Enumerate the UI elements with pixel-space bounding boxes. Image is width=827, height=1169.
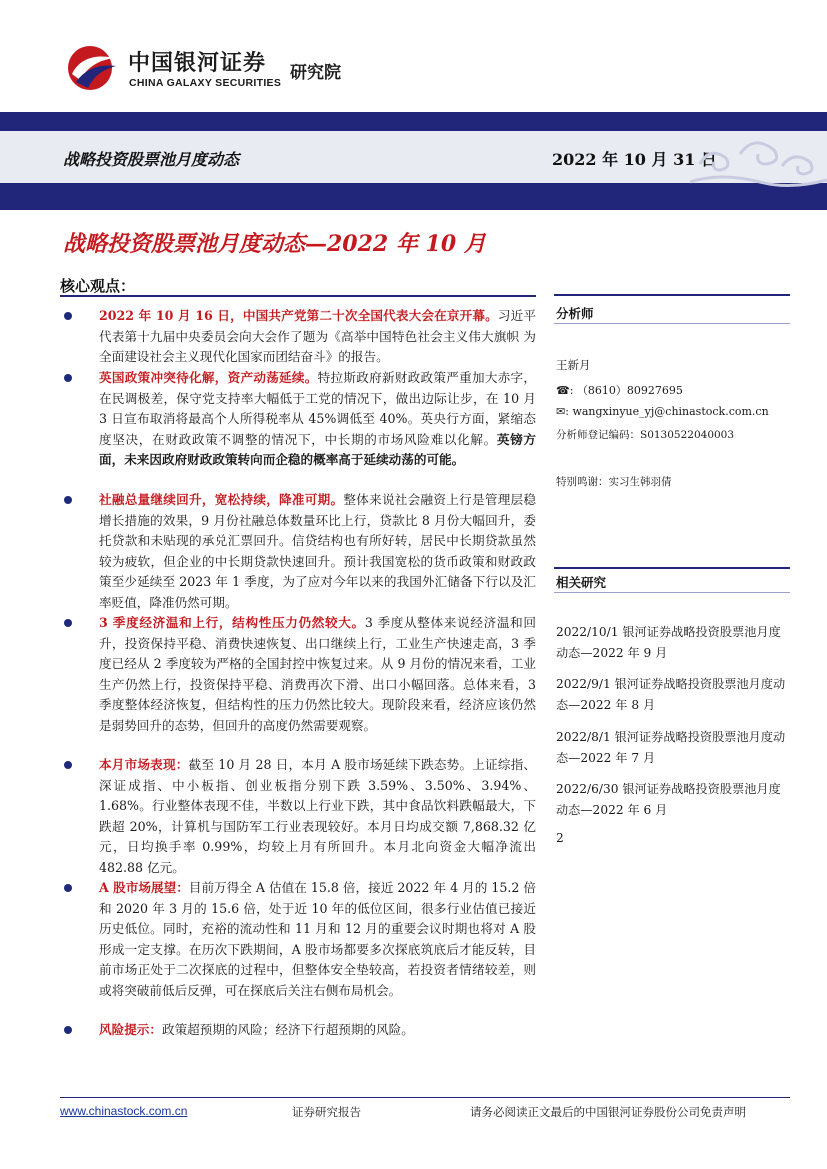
banner-title: 战略投资股票池月度动态 <box>63 150 240 169</box>
bullet-dot-icon <box>64 312 72 320</box>
email-row <box>556 405 769 418</box>
bullet-lead: 社融总量继续回升，宽松持续，降准可期。 <box>99 492 344 507</box>
institute-label: 研究院 <box>290 63 341 83</box>
bullet-body: 截至 10 月 28 日，本月 A 股市场延续下跌态势。上证综指、深证成指、中小板指、创业板指分别下跌 3.59%、3.50%、3.94%、1.68%。行业整体表现不佳，半数以上行业下跌，其中食品饮料跌幅最大，下跌超 20%，计算机与国防军工行业表现较好。本月日均成交额 7,868.32 亿元，日均换手率 0.99%，均较上月有所回升。本月北向资金大幅净流出 482.88 亿元。 <box>99 757 537 875</box>
analyst-subdivider <box>554 323 790 324</box>
analyst-heading: 分析师 <box>556 306 594 321</box>
bullet-dot-icon <box>64 884 72 892</box>
bullet-body: 习近平代表第十九届中央委员会向大会作了题为《高举中国特色社会主义伟大旗帜 为全面建设社会主义现代化国家而团结奋斗》的报告。 <box>99 308 537 364</box>
logo-english-name: CHINA GALAXY SECURITIES <box>129 77 282 89</box>
bullet-dot-icon <box>64 496 72 504</box>
bullet-lead: 本月市场表现： <box>99 757 189 772</box>
phone-number: （8610）80927695 <box>576 384 683 397</box>
bullet-dot-icon <box>64 1026 72 1034</box>
bullet-item <box>60 1020 536 1041</box>
report-banner <box>0 112 827 210</box>
bullet-item <box>60 878 536 1001</box>
bullet-dot-icon <box>64 761 72 769</box>
bullet-body: 整体来说社会融资上行是管理层稳增长措施的效果，9 月份社融总体数量环比上行，贷款比 8 月份大幅回升，委托贷款和未贴现的承兑汇票回升。信贷结构也有所好转，居民中长期贷款虽然较为疲软，但企业的中长期贷款快速回升。预计我国宽松的货币政策和财政政策至少延续至 2023 年 1 季度，为了应对今年以来的我国外汇储备下行以及汇率贬值，降准仍然可期。 <box>99 492 537 610</box>
core-views-heading: 核心观点： <box>60 277 136 295</box>
bullet-item <box>60 755 536 878</box>
footer-report-type: 证券研究报告 <box>292 1105 361 1119</box>
bullet-dot-icon <box>64 619 72 627</box>
analyst-divider <box>554 294 790 296</box>
phone-row <box>556 382 683 398</box>
email-icon: ✉: <box>556 405 569 418</box>
related-report-link[interactable]: 2022/6/30 银河证券战略投资股票池月度动态—2022 年 6 月 <box>556 782 781 817</box>
core-divider <box>60 295 536 297</box>
cloud-pattern-icon <box>690 124 827 194</box>
footer-disclaimer: 请务必阅读正文最后的中国银河证券股份公司免责声明 <box>470 1105 746 1119</box>
related-report-link[interactable]: 2022/10/1 银河证券战略投资股票池月度动态—2022 年 9 月 <box>556 625 781 660</box>
report-date: 2022 年 10 月 31 日 <box>552 150 717 169</box>
bullet-lead: 风险提示： <box>99 1022 162 1037</box>
bullet-lead: 3 季度经济温和上行，结构性压力仍然较大。 <box>99 615 365 630</box>
bullet-item <box>60 613 536 736</box>
galaxy-logo-icon <box>66 44 118 92</box>
related-report-link[interactable]: 2022/9/1 银河证券战略投资股票池月度动态—2022 年 8 月 <box>556 677 786 712</box>
page-number: 2 <box>556 831 564 845</box>
related-divider <box>554 567 790 569</box>
analyst-cert: 分析师登记编码：S0130522040003 <box>556 429 735 441</box>
bullet-dot-icon <box>64 374 72 382</box>
bullet-item <box>60 368 536 471</box>
footer-website-link[interactable]: www.chinastock.com.cn <box>60 1104 188 1118</box>
bullet-lead: 英国政策冲突待化解，资产动荡延续。 <box>99 370 318 385</box>
phone-icon: ☎: <box>556 384 574 397</box>
bullet-tail: 英镑方面，未来因政府财政政策转向而企稳的概率高于延续动荡的可能。 <box>99 431 537 467</box>
bullet-body: 目前万得全 A 估值在 15.8 倍，接近 2022 年 4 月的 15.2 倍和 2020 年 3 月的 15.6 倍，处于近 10 年的低位区间，很多行业估值已接近历史低位。同时，充裕的流动性和 11 月和 12 月的重要会议时期也将对 A 股形成一定支撑。在历次下跌期间，A 股市场都要多次探底筑底后才能反转，目前市场正处于二次探底的过程中，但整体安全垫较高，若投资者情绪较差，则或将突破前低后反弹，可在探底后关注右侧布局机会。 <box>99 880 536 998</box>
related-subdivider <box>554 592 790 593</box>
related-report-link[interactable]: 2022/8/1 银河证券战略投资股票池月度动态—2022 年 7 月 <box>556 730 786 765</box>
bullet-lead: A 股市场展望： <box>99 880 189 895</box>
bullet-item <box>60 306 536 368</box>
bullet-body: 特拉斯政府新财政政策严重加大赤字，在民调极差，保守党支持率大幅低于工党的情况下，做出边际让步，在 10 月 3 日宣布取消将最高个人所得税率从 45%调低至 40%。英央行方面，紧缩态度坚决，在财政政策不调整的情况下，中长期的市场风险难以化解。 <box>99 370 537 447</box>
related-heading: 相关研究 <box>556 575 607 590</box>
bullet-body: 3 季度从整体来说经济温和回升，投资保持平稳、消费快速恢复、出口继续上行，工业生产快速走高，3 季度已经从 2 季度较为严格的全国封控中恢复过来。从 9 月份的情况来看，工业生产仍然上行，投资保持平稳、消费再次下滑、出口小幅回落。总体来看，3 季度整体经济恢复，但结构性的压力仍然比较大。现阶段来看，经济应该仍然是弱势回升的态势，但回升的高度仍然需要观察。 <box>99 615 536 733</box>
bullet-body: 政策超预期的风险；经济下行超预期的风险。 <box>161 1022 414 1037</box>
logo-chinese-name: 中国银河证券 <box>128 51 267 76</box>
special-thanks: 特别鸣谢：实习生韩羽倩 <box>556 476 672 488</box>
footer-divider <box>60 1097 790 1098</box>
bullet-lead: 2022 年 10 月 16 日，中国共产党第二十次全国代表大会在京开幕。 <box>99 308 498 323</box>
email-address[interactable]: wangxinyue_yj@chinastock.com.cn <box>572 405 769 418</box>
report-title: 战略投资股票池月度动态—2022 年 10 月 <box>63 231 486 257</box>
analyst-name: 王新月 <box>556 358 591 372</box>
bullet-item <box>60 490 536 613</box>
